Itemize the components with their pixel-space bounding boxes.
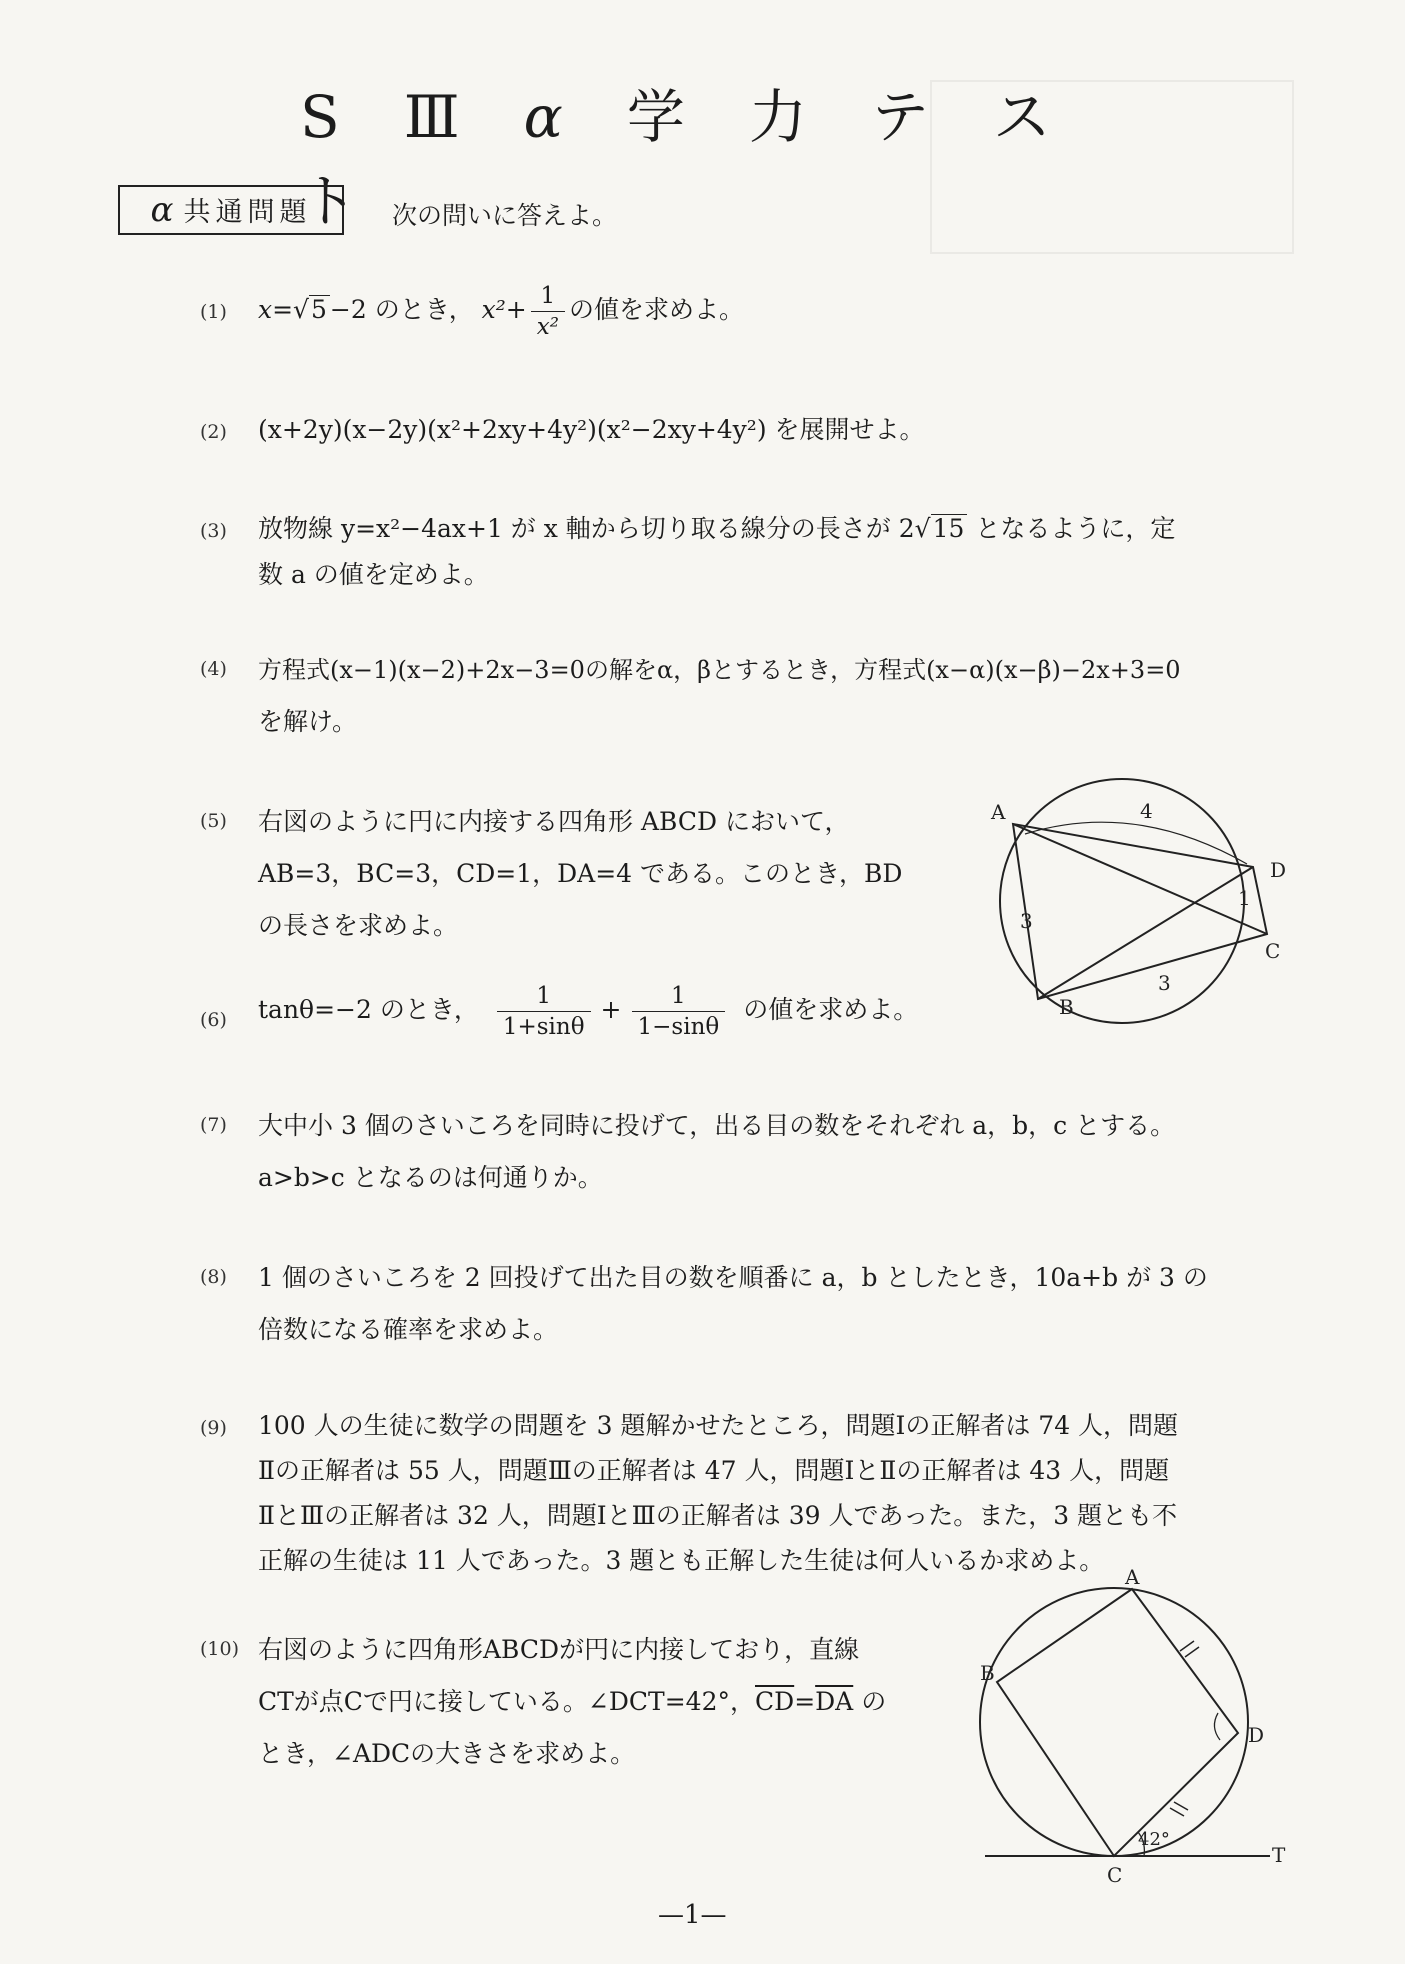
question-text: 放物線 y=x²−4ax+1 が x 軸から切り取る線分の長さが 2√15 となるように，定 数 a の値を定めよ。 — [258, 514, 1176, 589]
question-number: (1) — [200, 301, 227, 323]
title-s: S — [300, 83, 340, 151]
question-text: 大中小 3 個のさいころを同時に投げて，出る目の数をそれぞれ a，b，c とする。 a>b>c となるのは何通りか。 — [258, 1111, 1176, 1192]
question-text: (x+2y)(x−2y)(x²+2xy+4y²)(x²−2xy+4y²) を展開せよ。 — [258, 415, 925, 444]
question-number: (5) — [200, 810, 227, 832]
question-number: (9) — [200, 1417, 227, 1439]
length-ab: 3 — [1020, 909, 1033, 933]
question-number: (6) — [200, 1009, 227, 1031]
title-char-2: 力 — [748, 83, 807, 151]
title-roman: Ⅲ — [403, 83, 460, 151]
angle-label: 42° — [1138, 1829, 1170, 1850]
section-label: 共通問題 — [183, 197, 312, 228]
title-char-4: ス — [992, 83, 1051, 151]
title-char-5: ト — [300, 167, 359, 235]
label-C: C — [1107, 1863, 1123, 1887]
label-B: B — [980, 1661, 995, 1685]
question-text: 右図のように四角形ABCDが円に内接しており，直線 CTが点Cで円に接している。∠DCT=42°，$\overline{CD}=\overline{DA}$ の とき，∠ADCの大きさを求めよ。 — [258, 1635, 887, 1768]
question-number: (7) — [200, 1114, 227, 1136]
instruction-text: 次の問いに答えよ。 — [392, 201, 618, 230]
title-char-3: テ — [870, 83, 929, 151]
page-number: —1— — [658, 1900, 727, 1930]
sqrt-value: 5 — [309, 295, 330, 324]
question-number: (10) — [200, 1638, 240, 1660]
label-T: T — [1272, 1843, 1286, 1867]
quadrilateral-abcd — [997, 1589, 1238, 1856]
label-C: C — [1265, 939, 1281, 963]
circle — [980, 1588, 1248, 1856]
section-alpha: α — [150, 190, 174, 230]
length-da: 4 — [1140, 799, 1153, 823]
question-text: 1 個のさいころを 2 回投げて出た目の数を順番に a，b としたとき，10a+b が 3 の 倍数になる確率を求めよ。 — [258, 1263, 1208, 1344]
question-text: 右図のように円に内接する四角形 ABCD において， AB=3，BC=3，CD=1，DA=4 である。このとき，BD の長さを求めよ。 — [258, 807, 903, 940]
figure-q10 — [980, 1565, 1300, 1887]
label-D: D — [1270, 858, 1287, 882]
label-B: B — [1059, 995, 1074, 1019]
fraction-1: $\frac{1}{1+\sin\theta}$ — [497, 981, 591, 1042]
fraction: $\frac{1}{\text{x²}}$ — [531, 281, 565, 342]
title-alpha: α — [523, 83, 563, 151]
section-label-box — [118, 185, 344, 235]
question-number: (3) — [200, 520, 227, 542]
fraction-2: $\frac{1}{1-\sin\theta}$ — [632, 981, 726, 1042]
question-text: x=√5 −2 のとき， x²+ $\frac{1}{\text{x²}}$ の値を求めよ。 — [258, 283, 744, 340]
question-number: (2) — [200, 421, 227, 443]
label-A: A — [991, 800, 1006, 824]
length-bc: 3 — [1158, 971, 1171, 995]
question-text: 100 人の生徒に数学の問題を 3 題解かせたところ，問題Ⅰの正解者は 74 人，問題 Ⅱの正解者は 55 人，問題Ⅲの正解者は 47 人，問題ⅠとⅡの正解者は 43 人，問題 ⅡとⅢの正解者は 32 人，問題ⅠとⅢの正解者は 39 人であった。また，3 題とも不 正解の生徒は 11 人であった。3 題とも正解した生徒は何人いるか求めよ。 — [258, 1411, 1179, 1575]
label-A: A — [1125, 1565, 1140, 1589]
quadrilateral-abcd — [1013, 824, 1267, 999]
diagonal-bd — [1038, 867, 1253, 999]
label-D: D — [1248, 1723, 1265, 1747]
question-text: tanθ=−2 のとき， $\frac{1}{1+\sin\theta}$ + $\frac{1}{1-\sin\theta}$ の値を求めよ。 — [258, 983, 919, 1040]
length-cd: 1 — [1238, 886, 1251, 910]
question-number: (4) — [200, 658, 227, 680]
question-number: (8) — [200, 1266, 227, 1288]
title-char-1: 学 — [626, 83, 685, 151]
question-text: 方程式(x−1)(x−2)+2x−3=0の解をα，βとするとき，方程式(x−α)(x−β)−2x+3=0 を解け。 — [258, 656, 1181, 736]
